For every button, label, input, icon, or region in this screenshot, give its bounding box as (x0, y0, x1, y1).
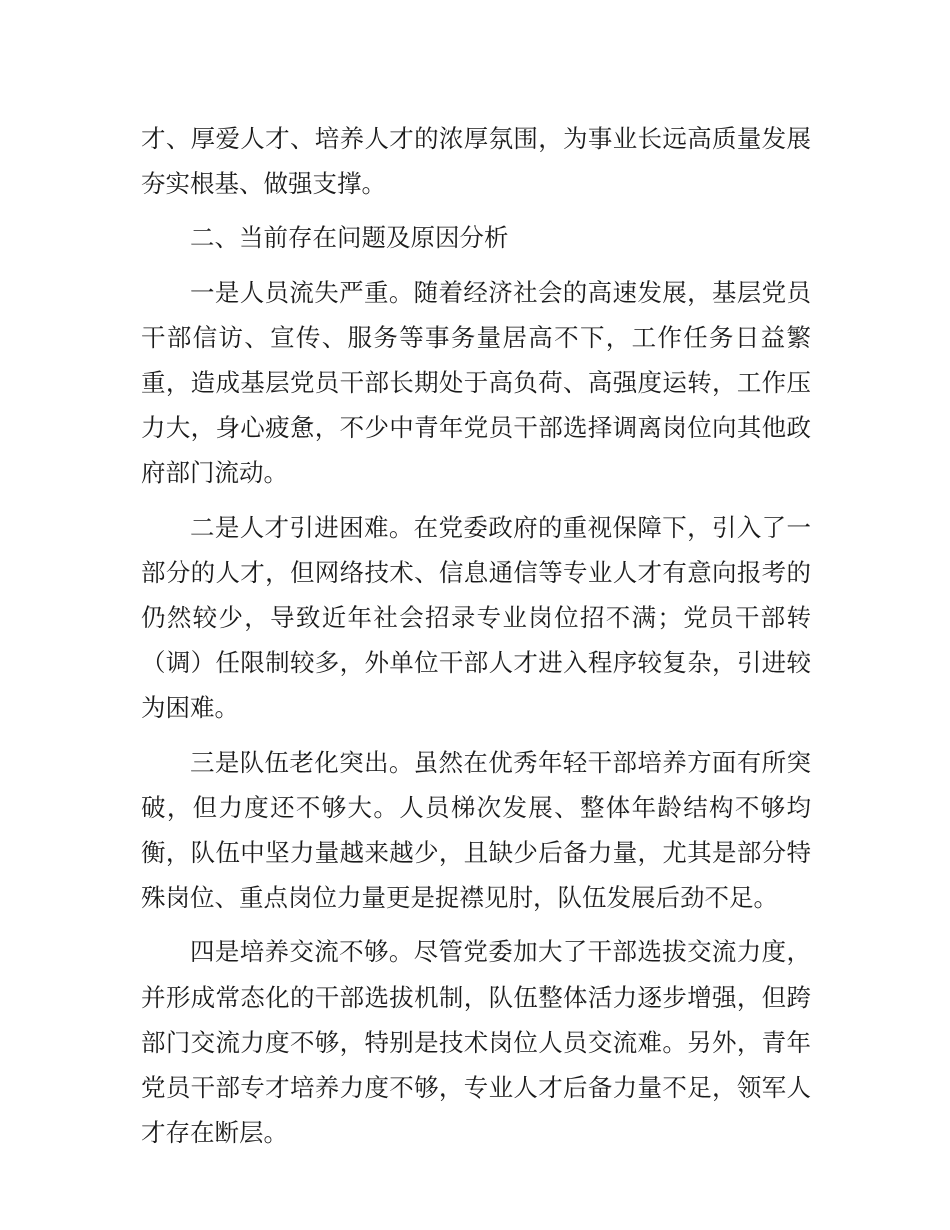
continuation-paragraph: 才、厚爱人才、培养人才的浓厚氛围，为事业长远高质量发展夯实根基、做强支撑。 (141, 124, 811, 199)
paragraph-staff-loss: 一是人员流失严重。随着经济社会的高速发展，基层党员干部信访、宣传、服务等事务量居高不下，工作任务日益繁重，造成基层党员干部长期处于高负荷、高强度运转，工作压力大，身心疲惫，不少中青年党员干部选择调离岗位向其他政府部门流动。 (141, 277, 811, 488)
paragraph-talent-recruitment: 二是人才引进困难。在党委政府的重视保障下，引入了一部分的人才，但网络技术、信息通信等专业人才有意向报考的仍然较少，导致近年社会招录专业岗位招不满；党员干部转（调）任限制较多，外单位干部人才进入程序较复杂，引进较为困难。 (141, 512, 811, 723)
section-heading: 二、当前存在问题及原因分析 (190, 223, 509, 253)
paragraph-team-aging: 三是队伍老化突出。虽然在优秀年轻干部培养方面有所突破，但力度还不够大。人员梯次发展、整体年龄结构不够均衡，队伍中坚力量越来越少，且缺少后备力量，尤其是部分特殊岗位、重点岗位力量更是捉襟见肘，队伍发展后劲不足。 (141, 747, 811, 913)
document-body (141, 116, 811, 1155)
paragraph-training-exchange: 四是培养交流不够。尽管党委加大了干部选拔交流力度，并形成常态化的干部选拔机制，队伍整体活力逐步增强，但跨部门交流力度不够，特别是技术岗位人员交流难。另外，青年党员干部专才培养力度不够，专业人才后备力量不足，领军人才存在断层。 (141, 937, 811, 1148)
